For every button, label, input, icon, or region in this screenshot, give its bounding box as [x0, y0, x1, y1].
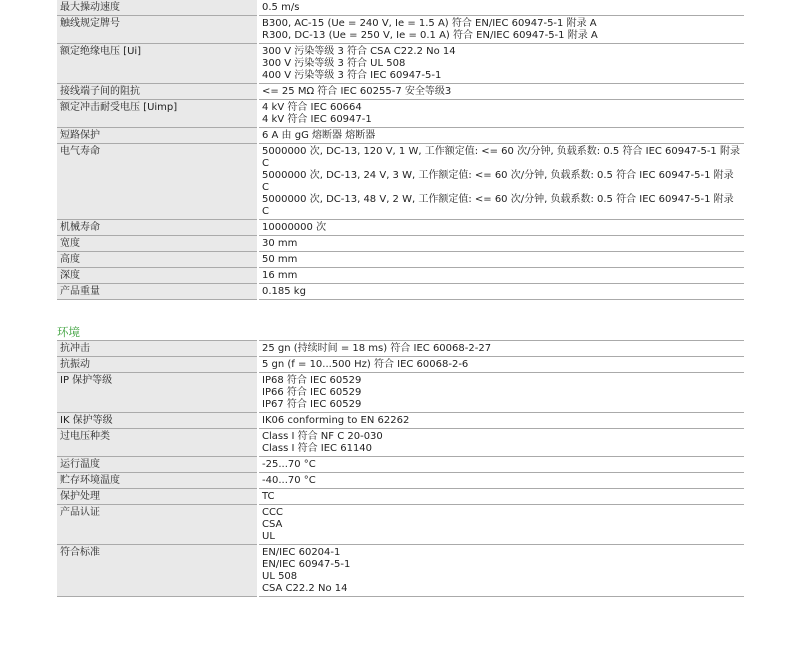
table-row: [57, 84, 744, 100]
row-value: [258, 44, 744, 84]
table-row: [57, 44, 744, 84]
row-label: 抗振动: [57, 357, 258, 373]
table-row: [57, 236, 744, 252]
row-label: 接线端子间的阻抗: [57, 84, 258, 100]
table-row: [57, 128, 744, 144]
environment-table: [57, 340, 744, 597]
value-line: CSA C22.2 No 14: [262, 583, 348, 594]
row-value: [258, 357, 744, 373]
value-line: 5000000 次, DC-13, 120 V, 1 W, 工作额定值: <= 60 次/分钟, 负载系数: 0.5 符合 IEC 60947-5-1 附录 C: [262, 146, 740, 169]
value-line: 4 kV 符合 IEC 60947-1: [262, 114, 372, 125]
row-label: IP 保护等级: [57, 373, 258, 413]
table-row: [57, 413, 744, 429]
row-label: 产品重量: [57, 284, 258, 300]
row-value: [258, 220, 744, 236]
row-label: 过电压种类: [57, 429, 258, 457]
row-value: [258, 144, 744, 220]
table-row: [57, 0, 744, 16]
table-row: [57, 505, 744, 545]
value-line: TC: [262, 491, 275, 502]
row-label: 最大操动速度: [57, 0, 258, 16]
row-value: [258, 100, 744, 128]
spec-table: [57, 0, 744, 300]
table-row: [57, 220, 744, 236]
row-label: 宽度: [57, 236, 258, 252]
section-title-environment: 环境: [57, 325, 80, 339]
table-row: [57, 100, 744, 128]
value-line: EN/IEC 60947-5-1: [262, 559, 351, 570]
row-value: [258, 268, 744, 284]
table-row: [57, 144, 744, 220]
value-line: 300 V 污染等级 3 符合 CSA C22.2 No 14: [262, 46, 456, 57]
value-line: Class I 符合 NF C 20-030: [262, 431, 383, 442]
row-value: [258, 429, 744, 457]
value-line: R300, DC-13 (Ue = 250 V, Ie = 0.1 A) 符合 EN/IEC 60947-5-1 附录 A: [262, 30, 598, 41]
table-row: [57, 489, 744, 505]
value-line: 4 kV 符合 IEC 60664: [262, 102, 362, 113]
value-line: 5 gn (f = 10...500 Hz) 符合 IEC 60068-2-6: [262, 359, 469, 370]
row-value: [258, 16, 744, 44]
value-line: 5000000 次, DC-13, 24 V, 3 W, 工作额定值: <= 60 次/分钟, 负载系数: 0.5 符合 IEC 60947-5-1 附录 C: [262, 170, 734, 193]
row-value: [258, 341, 744, 357]
value-line: UL: [262, 531, 275, 542]
row-value: [258, 128, 744, 144]
value-line: -40...70 °C: [262, 475, 316, 486]
row-label: 机械寿命: [57, 220, 258, 236]
value-line: IP66 符合 IEC 60529: [262, 387, 362, 398]
table-row: [57, 473, 744, 489]
row-value: [258, 0, 744, 16]
value-line: 10000000 次: [262, 222, 327, 233]
value-line: 30 mm: [262, 238, 298, 249]
row-label: 额定冲击耐受电压 [Uimp]: [57, 100, 258, 128]
row-label: 符合标准: [57, 545, 258, 597]
row-label: IK 保护等级: [57, 413, 258, 429]
value-line: 50 mm: [262, 254, 298, 265]
row-value: [258, 489, 744, 505]
table-row: [57, 16, 744, 44]
value-line: EN/IEC 60204-1: [262, 547, 341, 558]
row-label: 抗冲击: [57, 341, 258, 357]
value-line: 6 A 由 gG 熔断器 熔断器: [262, 130, 376, 141]
table-row: [57, 252, 744, 268]
table-row: [57, 268, 744, 284]
table-row: [57, 429, 744, 457]
row-label: 贮存环境温度: [57, 473, 258, 489]
value-line: <= 25 MΩ 符合 IEC 60255-7 安全等级3: [262, 86, 452, 97]
datasheet: [57, 0, 744, 597]
value-line: IP68 符合 IEC 60529: [262, 375, 362, 386]
row-value: [258, 457, 744, 473]
table-row: [57, 373, 744, 413]
row-value: [258, 373, 744, 413]
row-value: [258, 413, 744, 429]
value-line: -25...70 °C: [262, 459, 316, 470]
value-line: CCC: [262, 507, 283, 518]
value-line: CSA: [262, 519, 283, 530]
row-value: [258, 284, 744, 300]
table-row: [57, 341, 744, 357]
row-value: [258, 473, 744, 489]
row-value: [258, 84, 744, 100]
value-line: 0.185 kg: [262, 286, 306, 297]
value-line: 5000000 次, DC-13, 48 V, 2 W, 工作额定值: <= 60 次/分钟, 负载系数: 0.5 符合 IEC 60947-5-1 附录 C: [262, 194, 734, 217]
value-line: 16 mm: [262, 270, 298, 281]
row-label: 触线规定牌号: [57, 16, 258, 44]
value-line: 0.5 m/s: [262, 2, 300, 13]
row-value: [258, 545, 744, 597]
row-label: 产品认证: [57, 505, 258, 545]
row-value: [258, 252, 744, 268]
value-line: IK06 conforming to EN 62262: [262, 415, 410, 426]
table-row: [57, 357, 744, 373]
row-value: [258, 236, 744, 252]
table-row: [57, 284, 744, 300]
row-label: 额定绝缘电压 [Ui]: [57, 44, 258, 84]
value-line: 300 V 污染等级 3 符合 UL 508: [262, 58, 406, 69]
row-label: 电气寿命: [57, 144, 258, 220]
table-row: [57, 545, 744, 597]
value-line: Class I 符合 IEC 61140: [262, 443, 373, 454]
row-label: 高度: [57, 252, 258, 268]
row-label: 运行温度: [57, 457, 258, 473]
value-line: 400 V 污染等级 3 符合 IEC 60947-5-1: [262, 70, 442, 81]
row-label: 深度: [57, 268, 258, 284]
value-line: B300, AC-15 (Ue = 240 V, Ie = 1.5 A) 符合 EN/IEC 60947-5-1 附录 A: [262, 18, 597, 29]
value-line: UL 508: [262, 571, 298, 582]
value-line: 25 gn (持续时间 = 18 ms) 符合 IEC 60068-2-27: [262, 343, 492, 354]
row-label: 短路保护: [57, 128, 258, 144]
value-line: IP67 符合 IEC 60529: [262, 399, 362, 410]
table-row: [57, 457, 744, 473]
row-value: [258, 505, 744, 545]
row-label: 保护处理: [57, 489, 258, 505]
